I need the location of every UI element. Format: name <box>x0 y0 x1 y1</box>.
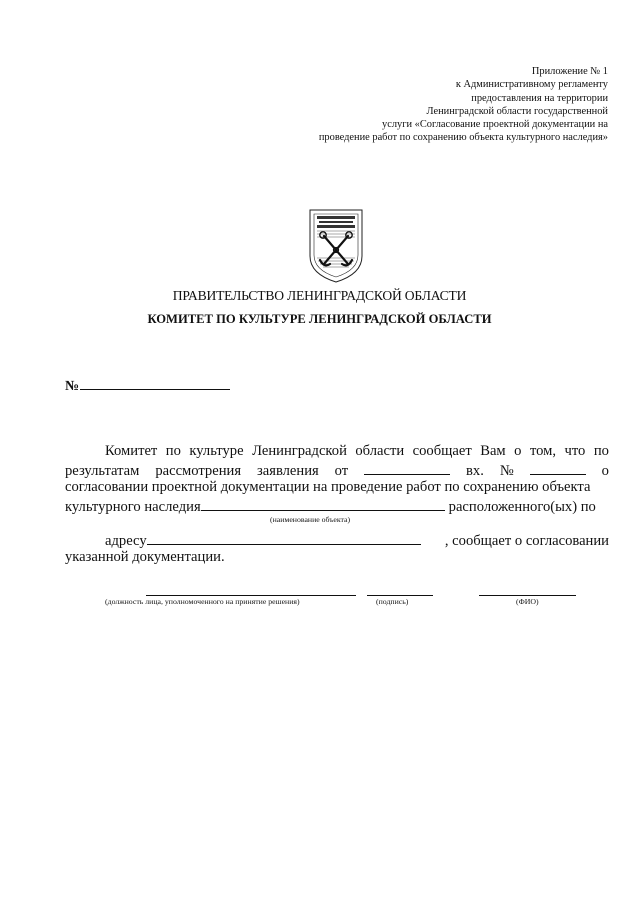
full-name-caption: (ФИО) <box>516 597 539 606</box>
paragraph-1-line-4: культурного наследия расположенного(ых) по <box>65 499 596 515</box>
leningrad-oblast-coat-of-arms-icon <box>307 208 365 284</box>
document-number <box>65 377 230 395</box>
appendix-line: услуги «Согласование проектной документации на <box>382 119 608 131</box>
appendix-line: предоставления на территории <box>471 92 608 104</box>
appendix-note <box>278 65 608 145</box>
paragraph-1-line-2: результатам рассмотрения заявления от вх. № о <box>65 463 609 479</box>
signature-caption: (подпись) <box>376 597 409 606</box>
appendix-line: проведение работ по сохранению объекта культурного наследия» <box>318 132 608 144</box>
full-name-line <box>479 595 576 596</box>
paragraph-2-line-2: указанной документации. <box>65 549 225 565</box>
position-caption: (должность лица, уполномоченного на принятие решения) <box>105 597 300 606</box>
paragraph-1-line-1: Комитет по культуре Ленинградской области сообщает Вам о том, что по <box>105 443 609 459</box>
position-signature-line <box>146 595 356 596</box>
appendix-line: к Административному регламенту <box>455 79 608 91</box>
incoming-number-blank-line <box>530 461 586 475</box>
committee-name: КОМИТЕТ ПО КУЛЬТУРЕ ЛЕНИНГРАДСКОЙ ОБЛАСТИ <box>147 312 492 326</box>
object-name-blank-line <box>201 497 445 511</box>
signature-line <box>367 595 433 596</box>
date-blank-line <box>364 461 450 475</box>
paragraph-1-line-3: согласовании проектной документации на проведение работ по сохранению объекта <box>65 479 591 495</box>
appendix-line: Приложение № 1 <box>531 66 608 77</box>
appendix-line: Ленинградской области государственной <box>426 105 608 117</box>
address-blank-line <box>147 531 421 545</box>
paragraph-2-line-1: адресу , сообщает о согласовании <box>105 533 609 549</box>
number-sign: № <box>65 379 80 394</box>
government-name: ПРАВИТЕЛЬСТВО ЛЕНИНГРАДСКОЙ ОБЛАСТИ <box>172 288 467 303</box>
object-name-caption: (наименование объекта) <box>270 515 351 524</box>
number-blank-line <box>80 377 230 390</box>
